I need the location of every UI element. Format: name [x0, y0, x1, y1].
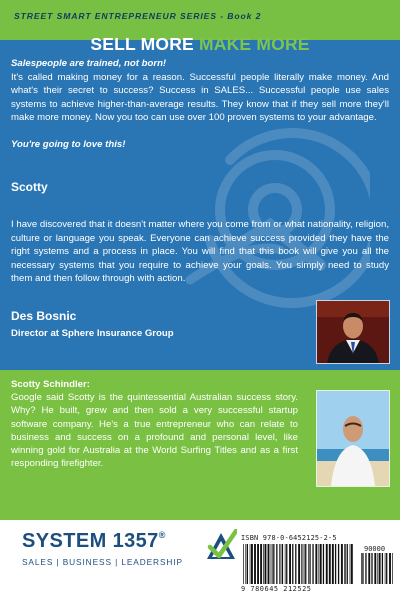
addon-bar	[392, 553, 393, 584]
series-label: STREET SMART ENTREPRENEUR SERIES - Book 2	[14, 11, 262, 21]
barcode-bar	[305, 544, 306, 584]
addon-bar	[371, 553, 372, 584]
barcode-bar	[351, 544, 353, 584]
author-photo	[316, 390, 390, 487]
portrait-illustration	[317, 301, 389, 363]
barcode-bar	[247, 544, 248, 584]
barcode-bar	[250, 544, 251, 584]
isbn-barcode	[241, 544, 394, 584]
barcode-bar	[341, 544, 343, 584]
barcode-bar	[332, 544, 334, 584]
author-signoff: Scotty	[11, 180, 48, 194]
bio-paragraph: Google said Scotty is the quintessential Australian success story. Why? He built, grew and then sold a very successful startup software company. He's a true entrepreneur who can relate to business and success on a profound and personal level, like winning gold for Australia at the World Surfing Titles and as a first responding firefighter.	[11, 392, 298, 470]
barcode-bar	[286, 544, 287, 584]
barcode-bar	[345, 544, 346, 584]
testimonial-paragraph: I have discovered that it doesn't matter where you come from or what nationality, religion, culture or language you speak. Everyone can achieve success provided they have the right systems and a process in place. You will find that this book will give you all the necessary systems that you require to achieve your goals. You simply need to study them and then follow through with action.	[11, 219, 389, 285]
barcode-bar	[289, 544, 291, 584]
barcode-bar	[312, 544, 313, 584]
registered-mark: ®	[158, 530, 166, 540]
barcode-bar	[263, 544, 264, 584]
barcode-bar	[350, 544, 351, 584]
barcode-bar	[320, 544, 322, 584]
barcode-bar	[243, 544, 244, 584]
closing-line: You're going to love this!	[11, 139, 126, 150]
bio-heading: Scotty Schindler:	[11, 379, 90, 390]
barcode-bar	[301, 544, 302, 584]
barcode-bar	[318, 544, 319, 584]
isbn-label: ISBN 978-0-6452125-2-5	[241, 534, 337, 542]
barcode-bar	[326, 544, 328, 584]
barcode-bar	[335, 544, 336, 584]
testimonial-role: Director at Sphere Insurance Group	[11, 328, 174, 339]
addon-bar	[377, 553, 378, 584]
addon-bar	[361, 553, 362, 584]
barcode-bar	[315, 544, 317, 584]
addon-bar	[365, 553, 366, 584]
barcode-bar	[251, 544, 253, 584]
title-part-green: MAKE MORE	[198, 34, 310, 54]
barcode-bar	[281, 544, 282, 584]
checkmark-triangle-icon	[205, 529, 237, 563]
barcode-bar	[271, 544, 272, 584]
addon-bar	[385, 553, 386, 584]
addon-bar	[374, 553, 376, 584]
addon-bar	[382, 553, 383, 584]
barcode-bar	[329, 544, 331, 584]
barcode-bar	[265, 544, 267, 584]
publisher-tagline: SALES | BUSINESS | LEADERSHIP	[22, 557, 183, 567]
testimonial-name: Des Bosnic	[11, 309, 77, 323]
tagline: Salespeople are trained, not born!	[11, 58, 167, 69]
barcode-bar	[268, 544, 270, 584]
barcode-bar	[279, 544, 280, 584]
author-beach-illustration	[317, 391, 389, 486]
addon-bar	[379, 553, 381, 584]
barcode-bar	[272, 544, 273, 584]
barcode-bar	[285, 544, 286, 584]
intro-paragraph: It's called making money for a reason. Successful people literally make money. And what's their secret to success? Success in SALES... Successful people use sales systems to achieve higher-than-average results. They know that if they sell more they'll make more money. Now you too can use over 100 proven systems to your advantage.	[11, 72, 389, 124]
publisher-name: SYSTEM 1357	[22, 530, 159, 552]
barcode-bar	[309, 544, 310, 584]
barcode-bar	[260, 544, 262, 584]
barcode-bar	[347, 544, 348, 584]
barcode-bar	[295, 544, 296, 584]
barcode-bar	[257, 544, 259, 584]
barcode-digits: 9 780645 212525	[241, 585, 312, 593]
barcode-bar	[298, 544, 300, 584]
testimonial-photo	[316, 300, 390, 364]
addon-bar	[389, 553, 391, 584]
barcode-bar	[245, 544, 246, 584]
barcode-bar	[323, 544, 324, 584]
barcode-bar	[303, 544, 304, 584]
barcode-bar	[344, 544, 345, 584]
barcode-bar	[273, 544, 274, 584]
addon-bar	[362, 553, 363, 584]
addon-bar	[386, 553, 387, 584]
book-title	[0, 34, 400, 55]
barcode-bar	[254, 544, 256, 584]
barcode-bar	[304, 544, 305, 584]
barcode-bar	[338, 544, 339, 584]
barcode-bar	[282, 544, 283, 584]
publisher-logo-text	[22, 530, 166, 553]
price-code: 90000	[364, 545, 386, 553]
barcode-bar	[292, 544, 293, 584]
addon-bar	[368, 553, 370, 584]
barcode-bar	[308, 544, 309, 584]
barcode-bar	[276, 544, 277, 584]
title-part-white: SELL MORE	[90, 34, 194, 54]
